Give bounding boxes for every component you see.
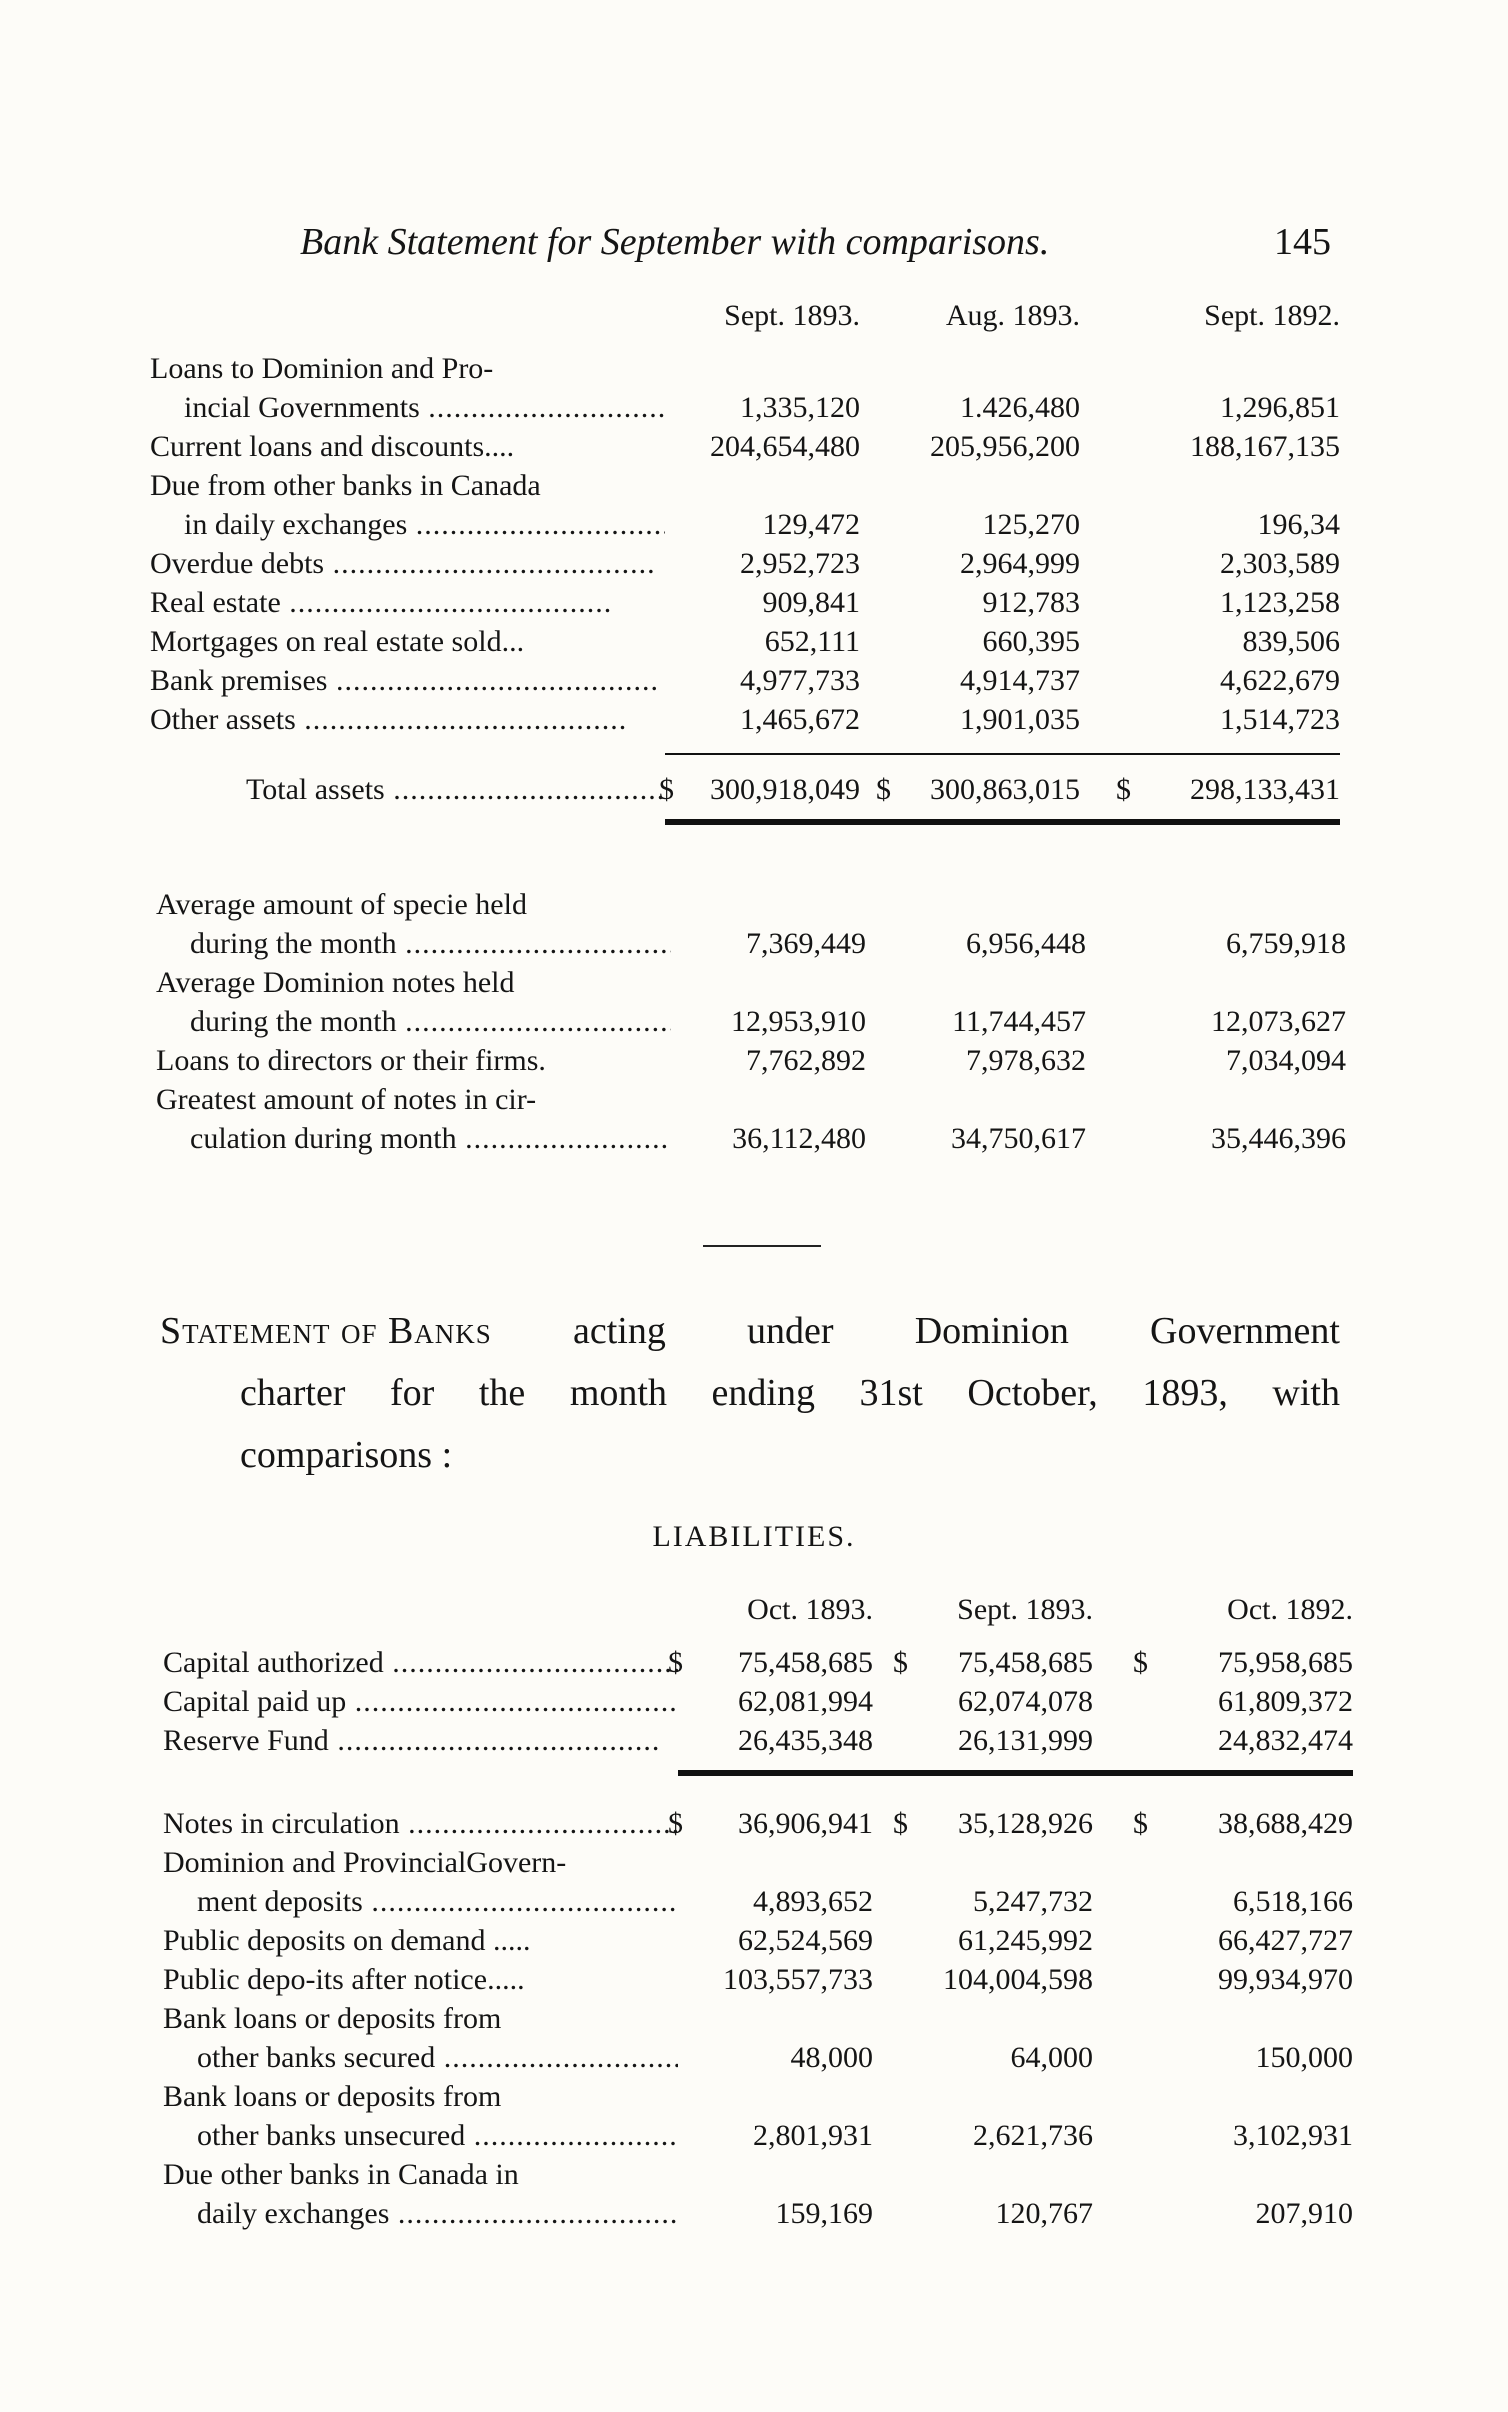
- row-label-line: Other assets .....: [150, 700, 665, 739]
- row-value: [873, 1721, 1113, 1760]
- heading-word: month: [569, 1372, 667, 1414]
- row-value: [678, 1921, 873, 1960]
- row-label: [150, 754, 665, 809]
- row-value: [1100, 583, 1340, 622]
- double-rule: [678, 1760, 873, 1773]
- row-value: [860, 427, 1100, 466]
- row-label-line: Greatest amount of notes in cir-: [156, 1083, 537, 1116]
- row-value: [678, 1721, 873, 1760]
- row-gap: [150, 739, 1340, 754]
- value: 62,524,569: [738, 1924, 873, 1957]
- table-row: [163, 1682, 1353, 1721]
- value: 1,514,723: [1220, 703, 1340, 736]
- value: 75,458,685: [738, 1646, 873, 1679]
- value: 298,133,431: [1190, 773, 1340, 806]
- value: 2,964,999: [960, 547, 1080, 580]
- statement-heading: [160, 1300, 1340, 1486]
- memo-table: [156, 885, 1346, 1158]
- row-value: [873, 1804, 1113, 1843]
- row-label-line: other banks secured .....: [163, 2038, 678, 2077]
- row-value: [665, 622, 860, 661]
- row-value: [1106, 1041, 1346, 1080]
- value: 24,832,474: [1218, 1724, 1353, 1757]
- row-value: [668, 1804, 873, 1843]
- section-separator: [703, 1245, 821, 1247]
- value: 11,744,457: [952, 1005, 1086, 1038]
- row-label: [150, 583, 665, 622]
- heading-word: 31st: [859, 1372, 923, 1414]
- table-row: [150, 427, 1340, 466]
- heading-word: charter: [240, 1372, 346, 1414]
- value: 66,427,727: [1218, 1924, 1353, 1957]
- table-row: [163, 1643, 1353, 1682]
- row-gap: [163, 1773, 1353, 1804]
- column-header: Sept. 1893.: [724, 299, 860, 332]
- value: 300,918,049: [710, 773, 860, 806]
- value: 300,863,015: [930, 773, 1080, 806]
- row-value: [1100, 700, 1340, 739]
- value: 61,245,992: [958, 1924, 1093, 1957]
- heading-word: under: [747, 1310, 834, 1352]
- row-value: [860, 349, 1100, 427]
- row-label: [150, 622, 665, 661]
- table-row: [156, 885, 1346, 963]
- double-rule-row: [150, 809, 1340, 822]
- value: 1,123,258: [1220, 586, 1340, 619]
- column-header: Oct. 1893.: [747, 1593, 873, 1626]
- value: 3,102,931: [1233, 2119, 1353, 2152]
- total-row: [150, 754, 1340, 809]
- row-label: [156, 1080, 671, 1158]
- row-label-line: Average Dominion notes held: [156, 966, 515, 999]
- value: 1,335,120: [740, 391, 860, 424]
- table-row: [163, 2155, 1353, 2233]
- table-row: [150, 583, 1340, 622]
- row-value: [1113, 1843, 1353, 1921]
- column-header: Aug. 1893.: [945, 299, 1080, 332]
- currency-symbol: $: [668, 1807, 683, 1840]
- row-label-line: Due from other banks in Canada: [150, 469, 541, 502]
- value: 839,506: [1242, 625, 1340, 658]
- value: 660,395: [982, 625, 1080, 658]
- heading-word: October,: [967, 1372, 1098, 1414]
- row-value: [866, 963, 1106, 1041]
- row-value: [665, 700, 860, 739]
- total-value: [860, 754, 1100, 809]
- row-label-line: Bank loans or deposits from: [163, 2002, 502, 2035]
- value: 7,369,449: [746, 927, 866, 960]
- value: 125,270: [982, 508, 1080, 541]
- row-value: [668, 1643, 873, 1682]
- row-label-line: Capital paid up .....: [163, 1682, 678, 1721]
- total-label: Total assets .....: [246, 770, 665, 809]
- value: 103,557,733: [723, 1963, 873, 1996]
- row-value: [866, 885, 1106, 963]
- value: 909,841: [762, 586, 860, 619]
- row-label-line: Reserve Fund .....: [163, 1721, 678, 1760]
- row-value: [1100, 544, 1340, 583]
- row-label-line: Current loans and discounts....: [150, 430, 515, 463]
- row-value: [1113, 1921, 1353, 1960]
- row-value: [671, 963, 866, 1041]
- value: 196,34: [1257, 508, 1340, 541]
- value: 26,435,348: [738, 1724, 873, 1757]
- double-rule: [1100, 809, 1340, 822]
- rule-cell: [150, 809, 665, 822]
- row-label: [150, 700, 665, 739]
- row-label-line: daily exchanges .....: [163, 2194, 678, 2233]
- value: 35,446,396: [1211, 1122, 1346, 1155]
- currency-symbol: $: [1133, 1807, 1148, 1840]
- row-value: [860, 661, 1100, 700]
- heading-word: with: [1272, 1372, 1340, 1414]
- row-label: [156, 885, 671, 963]
- value: 652,111: [764, 625, 860, 658]
- double-rule: [1113, 1760, 1353, 1773]
- assets-body: [150, 349, 1340, 822]
- row-value: [873, 1682, 1113, 1721]
- row-value: [678, 1682, 873, 1721]
- value: 1,901,035: [960, 703, 1080, 736]
- row-value: [671, 1080, 866, 1158]
- currency-symbol: $: [893, 1646, 908, 1679]
- heading-word: Government: [1150, 1310, 1340, 1352]
- table-row: [156, 1041, 1346, 1080]
- double-rule: [860, 809, 1100, 822]
- row-value: [873, 1643, 1113, 1682]
- value: 207,910: [1255, 2197, 1353, 2230]
- row-value: [678, 1843, 873, 1921]
- value: 4,622,679: [1220, 664, 1340, 697]
- row-label-line: Due other banks in Canada in: [163, 2158, 519, 2191]
- row-label-line: Bank premises .....: [150, 661, 665, 700]
- table-row: [163, 1843, 1353, 1921]
- table-row: [156, 963, 1346, 1041]
- row-value: [1106, 963, 1346, 1041]
- row-value: [873, 1999, 1113, 2077]
- currency-symbol: $: [893, 1807, 908, 1840]
- row-value: [665, 583, 860, 622]
- column-header: Sept. 1893.: [957, 1593, 1093, 1626]
- value: 34,750,617: [951, 1122, 1086, 1155]
- row-value: [1113, 1721, 1353, 1760]
- heading-word: Statement of Banks: [160, 1310, 492, 1352]
- row-label: [163, 2077, 678, 2155]
- row-label-line: Loans to directors or their firms.: [156, 1044, 546, 1077]
- value: 12,073,627: [1211, 1005, 1346, 1038]
- row-label: [150, 427, 665, 466]
- value: 104,004,598: [943, 1963, 1093, 1996]
- row-label: [163, 1721, 678, 1760]
- value: 12,953,910: [731, 1005, 866, 1038]
- row-value: [678, 2077, 873, 2155]
- row-value: [860, 544, 1100, 583]
- value: 26,131,999: [958, 1724, 1093, 1757]
- row-label: [163, 1960, 678, 1999]
- row-value: [665, 544, 860, 583]
- currency-symbol: $: [1116, 773, 1131, 806]
- row-value: [1106, 885, 1346, 963]
- row-label: [156, 963, 671, 1041]
- value: 36,906,941: [738, 1807, 873, 1840]
- row-value: [1113, 1804, 1353, 1843]
- table-row: [150, 622, 1340, 661]
- value: 61,809,372: [1218, 1685, 1353, 1718]
- row-value: [678, 1960, 873, 1999]
- row-label-line: Bank loans or deposits from: [163, 2080, 502, 2113]
- table-row: [163, 1721, 1353, 1760]
- row-value: [1113, 1643, 1353, 1682]
- row-value: [860, 466, 1100, 544]
- value: 99,934,970: [1218, 1963, 1353, 1996]
- value: 120,767: [995, 2197, 1093, 2230]
- row-label: [163, 1682, 678, 1721]
- row-label: [163, 1921, 678, 1960]
- row-label-line: Notes in circulation .....: [163, 1804, 678, 1843]
- value: 2,303,589: [1220, 547, 1340, 580]
- row-label: [156, 1041, 671, 1080]
- table-row: [156, 1080, 1346, 1158]
- row-value: [665, 349, 860, 427]
- row-label-line: culation during month .....: [156, 1119, 671, 1158]
- value: 912,783: [982, 586, 1080, 619]
- value: 204,654,480: [710, 430, 860, 463]
- gap-cell: [163, 1773, 678, 1804]
- row-value: [1113, 2077, 1353, 2155]
- heading-word: for: [390, 1372, 435, 1414]
- row-value: [1100, 466, 1340, 544]
- row-label-line: ment deposits .....: [163, 1882, 678, 1921]
- row-value: [1100, 622, 1340, 661]
- running-head-title: Bank Statement for September with comparisons.: [300, 221, 1050, 263]
- value: 75,458,685: [958, 1646, 1093, 1679]
- row-value: [1113, 2155, 1353, 2233]
- currency-symbol: $: [668, 1646, 683, 1679]
- row-value: [866, 1080, 1106, 1158]
- value: 38,688,429: [1218, 1807, 1353, 1840]
- value: 7,762,892: [746, 1044, 866, 1077]
- row-label: [150, 349, 665, 427]
- value: 5,247,732: [973, 1885, 1093, 1918]
- table-row: [150, 700, 1340, 739]
- value: 2,621,736: [973, 2119, 1093, 2152]
- heading-word: ending: [711, 1372, 815, 1414]
- double-rule: [665, 809, 860, 822]
- liabilities-table: [163, 1590, 1353, 2233]
- heading-word: the: [478, 1372, 526, 1414]
- value: 159,169: [775, 2197, 873, 2230]
- value: 1.426,480: [960, 391, 1080, 424]
- heading-word: acting: [573, 1310, 666, 1352]
- row-value: [671, 885, 866, 963]
- memo-body: [156, 885, 1346, 1158]
- row-label-line: in daily exchanges .....: [150, 505, 665, 544]
- row-value: [860, 700, 1100, 739]
- row-value: [873, 2077, 1113, 2155]
- row-label-line: incial Governments .....: [150, 388, 665, 427]
- row-label-line: Real estate .....: [150, 583, 665, 622]
- value: 6,518,166: [1233, 1885, 1353, 1918]
- row-label: [163, 1643, 678, 1682]
- row-label-line: during the month .....: [156, 1002, 671, 1041]
- assets-table: [150, 296, 1340, 825]
- currency-symbol: $: [659, 773, 674, 806]
- row-label-line: Public deposits on demand .....: [163, 1924, 531, 1957]
- gap-cell: [150, 739, 665, 754]
- row-value: [1100, 427, 1340, 466]
- currency-symbol: $: [1133, 1646, 1148, 1679]
- row-label-line: Capital authorized .....: [163, 1643, 678, 1682]
- table-row: [163, 1999, 1353, 2077]
- value: 2,952,723: [740, 547, 860, 580]
- gap-cell: [1100, 739, 1340, 754]
- value: 205,956,200: [930, 430, 1080, 463]
- liabilities-heading: LIABILITIES.: [652, 1520, 856, 1553]
- value: 35,128,926: [958, 1807, 1093, 1840]
- row-label-line: Overdue debts .....: [150, 544, 665, 583]
- value: 2,801,931: [753, 2119, 873, 2152]
- table-row: [163, 1921, 1353, 1960]
- assets-header-row: [150, 296, 1340, 349]
- row-label-line: Dominion and ProvincialGovern-: [163, 1846, 567, 1879]
- row-label: [163, 1843, 678, 1921]
- row-label-line: during the month .....: [156, 924, 671, 963]
- table-row: [150, 661, 1340, 700]
- double-rule: [873, 1760, 1113, 1773]
- total-value: [659, 754, 860, 809]
- heading-word: 1893,: [1142, 1372, 1228, 1414]
- row-label-line: Loans to Dominion and Pro-: [150, 352, 494, 385]
- value: 62,081,994: [738, 1685, 873, 1718]
- row-value: [671, 1041, 866, 1080]
- gap-cell: [665, 739, 860, 754]
- table-row: [150, 466, 1340, 544]
- row-value: [860, 622, 1100, 661]
- table-row: [163, 1804, 1353, 1843]
- liabilities-header-row: [163, 1590, 1353, 1643]
- row-label: [150, 544, 665, 583]
- row-value: [665, 427, 860, 466]
- value: 129,472: [762, 508, 860, 541]
- value: 48,000: [790, 2041, 873, 2074]
- heading-word: Dominion: [914, 1310, 1069, 1352]
- row-value: [1113, 1999, 1353, 2077]
- value: 64,000: [1010, 2041, 1093, 2074]
- value: 4,977,733: [740, 664, 860, 697]
- value: 4,914,737: [960, 664, 1080, 697]
- value: 75,958,685: [1218, 1646, 1353, 1679]
- value: 150,000: [1255, 2041, 1353, 2074]
- gap-cell: [678, 1773, 873, 1804]
- value: 62,074,078: [958, 1685, 1093, 1718]
- row-value: [1106, 1080, 1346, 1158]
- row-value: [873, 1843, 1113, 1921]
- page-number: 145: [1274, 221, 1331, 263]
- table-row: [163, 1960, 1353, 1999]
- table-row: [150, 544, 1340, 583]
- rule-cell: [163, 1760, 678, 1773]
- row-value: [1100, 661, 1340, 700]
- row-label: [163, 2155, 678, 2233]
- row-value: [665, 661, 860, 700]
- row-value: [678, 2155, 873, 2233]
- gap-cell: [1113, 1773, 1353, 1804]
- double-rule-row: [163, 1760, 1353, 1773]
- gap-cell: [860, 739, 1100, 754]
- row-label-line: Mortgages on real estate sold...: [150, 625, 525, 658]
- table-row: [163, 2077, 1353, 2155]
- column-header: Oct. 1892.: [1227, 1593, 1353, 1626]
- row-label: [150, 466, 665, 544]
- row-value: [873, 1921, 1113, 1960]
- row-label: [163, 1804, 678, 1843]
- row-label-line: Public depo-its after notice.....: [163, 1963, 525, 1996]
- value: 188,167,135: [1190, 430, 1340, 463]
- value: 6,759,918: [1226, 927, 1346, 960]
- row-label-line: other banks unsecured .....: [163, 2116, 678, 2155]
- row-label: [150, 661, 665, 700]
- row-value: [1113, 1960, 1353, 1999]
- value: 7,978,632: [966, 1044, 1086, 1077]
- row-value: [1100, 349, 1340, 427]
- gap-cell: [873, 1773, 1113, 1804]
- row-label-line: Average amount of specie held: [156, 888, 527, 921]
- value: 7,034,094: [1226, 1044, 1346, 1077]
- value: 1,465,672: [740, 703, 860, 736]
- heading-line-3: comparisons :: [240, 1434, 453, 1476]
- value: 1,296,851: [1220, 391, 1340, 424]
- liabilities-body: [163, 1643, 1353, 2233]
- row-value: [866, 1041, 1106, 1080]
- total-value: [1100, 754, 1340, 809]
- row-value: [873, 1960, 1113, 1999]
- row-value: [1113, 1682, 1353, 1721]
- row-value: [860, 583, 1100, 622]
- row-value: [678, 1999, 873, 2077]
- row-value: [665, 466, 860, 544]
- column-header: Sept. 1892.: [1204, 299, 1340, 332]
- row-value: [873, 2155, 1113, 2233]
- currency-symbol: $: [876, 773, 891, 806]
- value: 6,956,448: [966, 927, 1086, 960]
- value: 36,112,480: [732, 1122, 866, 1155]
- row-label: [163, 1999, 678, 2077]
- table-row: [150, 349, 1340, 427]
- value: 4,893,652: [753, 1885, 873, 1918]
